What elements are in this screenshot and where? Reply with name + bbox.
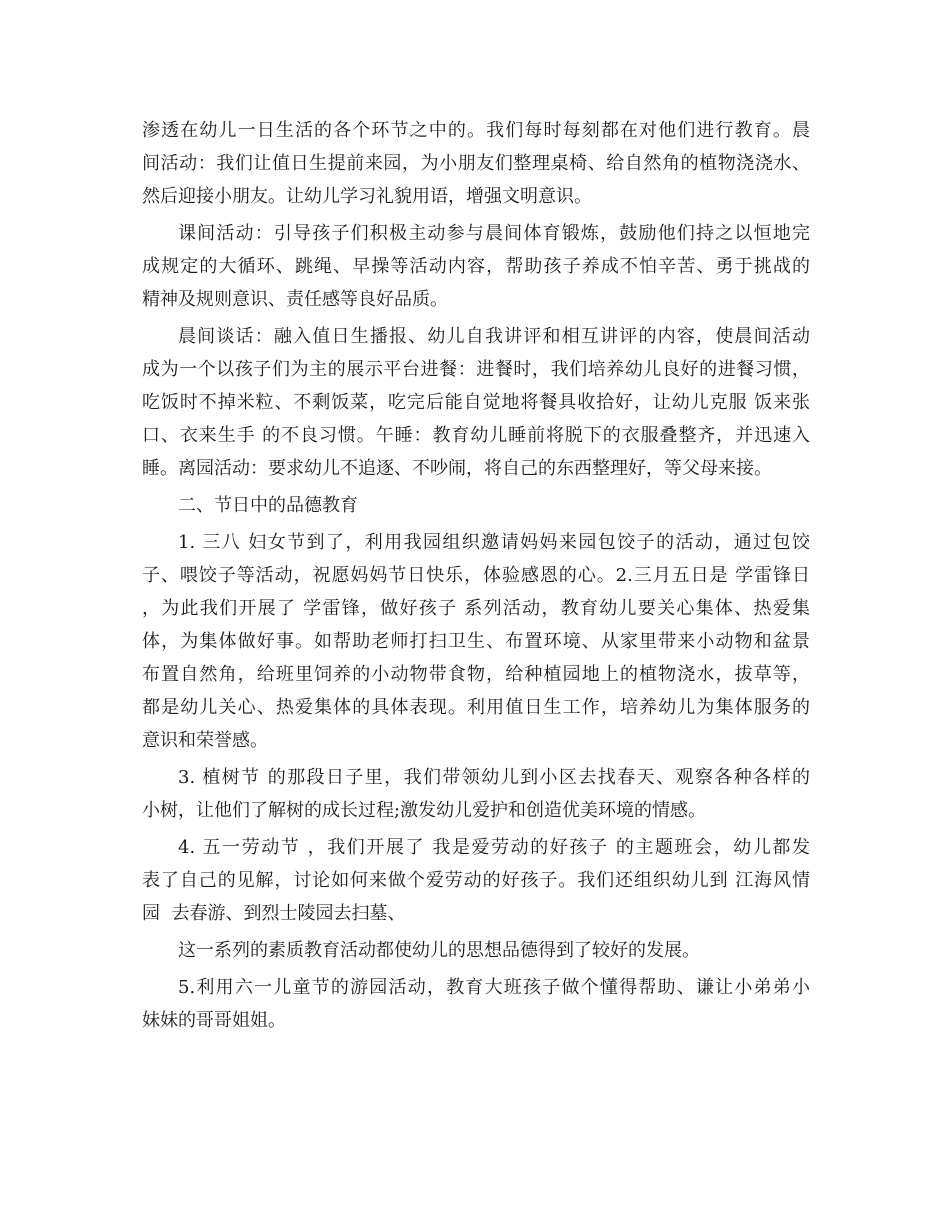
text-line: 晨间谈话：融入值日生播报、幼儿自我讲评和相互讲评的内容，使晨间活动 (178, 326, 810, 347)
text-line: 二、节日中的品德教育 (178, 495, 358, 516)
text-line: 妹妹的哥哥姐姐。 (142, 1010, 286, 1031)
text-line: 课间活动：引导孩子们积极主动参与晨间体育锻炼，鼓励他们持之以恒地完 (178, 223, 810, 244)
text-line: 睡。离园活动：要求幼儿不追逐、不吵闹，将自己的东西整理好，等父母来接。 (142, 458, 772, 479)
text-line: 4. 五一劳动节 ，我们开展了 我是爱劳动的好孩子 的主题班会，幼儿都发 (178, 837, 810, 858)
text-line: 这一系列的素质教育活动都使幼儿的思想品德得到了较好的发展。 (178, 940, 700, 961)
text-line: ，为此我们开展了 学雷锋，做好孩子 系列活动，教育幼儿要关心集体、热爱集 (142, 598, 810, 619)
text-line: 5.利用六一儿童节的游园活动，教育大班孩子做个懂得帮助、谦让小弟弟小 (178, 977, 810, 998)
text-line: 都是幼儿关心、热爱集体的具体表现。利用值日生工作，培养幼儿为集体服务的 (142, 697, 810, 718)
text-line: 布置自然角，给班里饲养的小动物带食物，给种植园地上的植物浇水，拔草等， (142, 664, 810, 685)
text-line: 精神及规则意识、责任感等良好品质。 (142, 289, 448, 310)
text-line: 吃饭时不掉米粒、不剩饭菜，吃完后能自觉地将餐具收拾好，让幼儿克服 饭来张 (142, 392, 810, 413)
text-line: 1. 三八 妇女节到了，利用我园组织邀请妈妈来园包饺子的活动，通过包饺 (178, 532, 810, 553)
text-line: 成规定的大循环、跳绳、早操等活动内容，帮助孩子养成不怕辛苦、勇于挑战的 (142, 256, 810, 277)
text-line: 表了自己的见解，讨论如何来做个爱劳动的好孩子。我们还组织幼儿到 江海风情 (142, 870, 810, 891)
document-page (142, 114, 810, 1037)
text-line: 子、喂饺子等活动，祝愿妈妈节日快乐，体验感恩的心。2.三月五日是 学雷锋日 (142, 565, 810, 586)
text-line: 3. 植树节 的那段日子里，我们带领幼儿到小区去找春天、观察各种各样的 (178, 767, 810, 788)
text-line: 间活动：我们让值日生提前来园，为小朋友们整理桌椅、给自然角的植物浇浇水、 (142, 153, 810, 174)
text-line: 体，为集体做好事。如帮助老师打扫卫生、布置环境、从家里带来小动物和盆景 (142, 631, 810, 652)
text-line: 成为一个以孩子们为主的展示平台进餐：进餐时，我们培养幼儿良好的进餐习惯， (142, 359, 810, 380)
text-line: 口、衣来生手 的不良习惯。午睡：教育幼儿睡前将脱下的衣服叠整齐，并迅速入 (142, 425, 810, 446)
text-line: 意识和荣誉感。 (142, 730, 268, 751)
text-line: 然后迎接小朋友。让幼儿学习礼貌用语，增强文明意识。 (142, 186, 592, 207)
text-line: 园 去春游、到烈士陵园去扫墓、 (142, 903, 406, 924)
text-line: 渗透在幼儿一日生活的各个环节之中的。我们每时每刻都在对他们进行教育。晨 (142, 120, 810, 141)
text-line: 小树，让他们了解树的成长过程;激发幼儿爱护和创造优美环境的情感。 (142, 800, 707, 821)
